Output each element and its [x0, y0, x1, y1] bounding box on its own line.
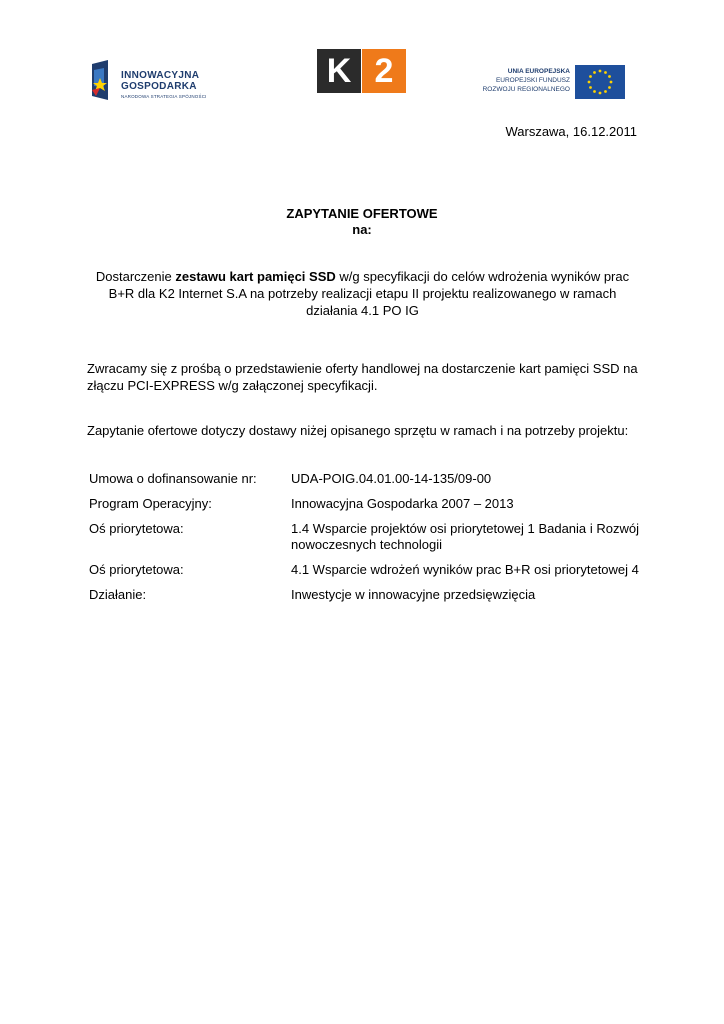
details-value: Inwestycje w innowacyjne przedsięwzięcia — [291, 587, 536, 602]
details-row-action — [89, 587, 639, 603]
ig-logo-line1: INNOWACYJNA — [121, 70, 200, 81]
details-label: Działanie: — [89, 587, 147, 602]
details-label: Oś priorytetowa: — [89, 521, 184, 536]
k2-logo — [317, 49, 406, 93]
intro-text-after: w/g specyfikacji do celów wdrożenia wyników prac B+R dla K2 Internet S.A na potrzeby realizacji etapu II projektu realizowanego w ramach działania 4.1 PO IG — [108, 269, 630, 318]
k2-logo-k: K — [317, 49, 361, 93]
document-subtitle: na: — [352, 222, 372, 237]
innowacyjna-gospodarka-logo — [90, 60, 220, 102]
eu-logo-line1: UNIA EUROPEJSKA — [507, 68, 570, 75]
intro-text-before: Dostarczenie — [95, 269, 176, 284]
details-label: Program Operacyjny: — [89, 496, 212, 511]
eu-logo-line3: ROZWOJU REGIONALNEGO — [482, 86, 570, 93]
project-details — [89, 471, 639, 612]
details-value: UDA-POIG.04.01.00-14-135/09-00 — [291, 471, 492, 486]
intro-paragraph — [87, 268, 638, 319]
ig-star-icon — [90, 60, 114, 100]
ig-logo-line3: NARODOWA STRATEGIA SPÓJNOŚCI — [121, 94, 207, 99]
ig-logo-line2: GOSPODARKA — [121, 81, 197, 92]
details-row-agreement — [89, 471, 639, 487]
details-row-program — [89, 496, 639, 512]
eu-logo-line2: EUROPEJSKI FUNDUSZ — [495, 77, 570, 84]
details-value: 1.4 Wsparcie projektów osi priorytetowej 1 Badania i Rozwój nowoczesnych technologii — [291, 521, 639, 552]
details-label: Oś priorytetowa: — [89, 562, 184, 577]
scope-paragraph: Zapytanie ofertowe dotyczy dostawy niżej opisanego sprzętu w ramach i na potrzeby projektu: — [87, 423, 629, 438]
intro-text-bold: zestawu kart pamięci SSD — [175, 269, 336, 284]
eu-logo — [480, 65, 625, 99]
details-row-axis-1 — [89, 521, 639, 553]
details-value: Innowacyjna Gospodarka 2007 – 2013 — [291, 496, 514, 511]
details-value: 4.1 Wsparcie wdrożeń wyników prac B+R osi priorytetowej 4 — [291, 562, 639, 577]
details-label: Umowa o dofinansowanie nr: — [89, 471, 257, 486]
details-row-axis-2 — [89, 562, 639, 578]
request-paragraph: Zwracamy się z prośbą o przedstawienie oferty handlowej na dostarczenie kart pamięci SSD na złączu PCI-EXPRESS w/g załączonej specyfikacji. — [87, 361, 638, 393]
document-date: Warszawa, 16.12.2011 — [505, 124, 637, 139]
k2-logo-2: 2 — [362, 49, 406, 93]
eu-flag-icon — [575, 65, 625, 99]
document-title: ZAPYTANIE OFERTOWE — [286, 206, 438, 221]
